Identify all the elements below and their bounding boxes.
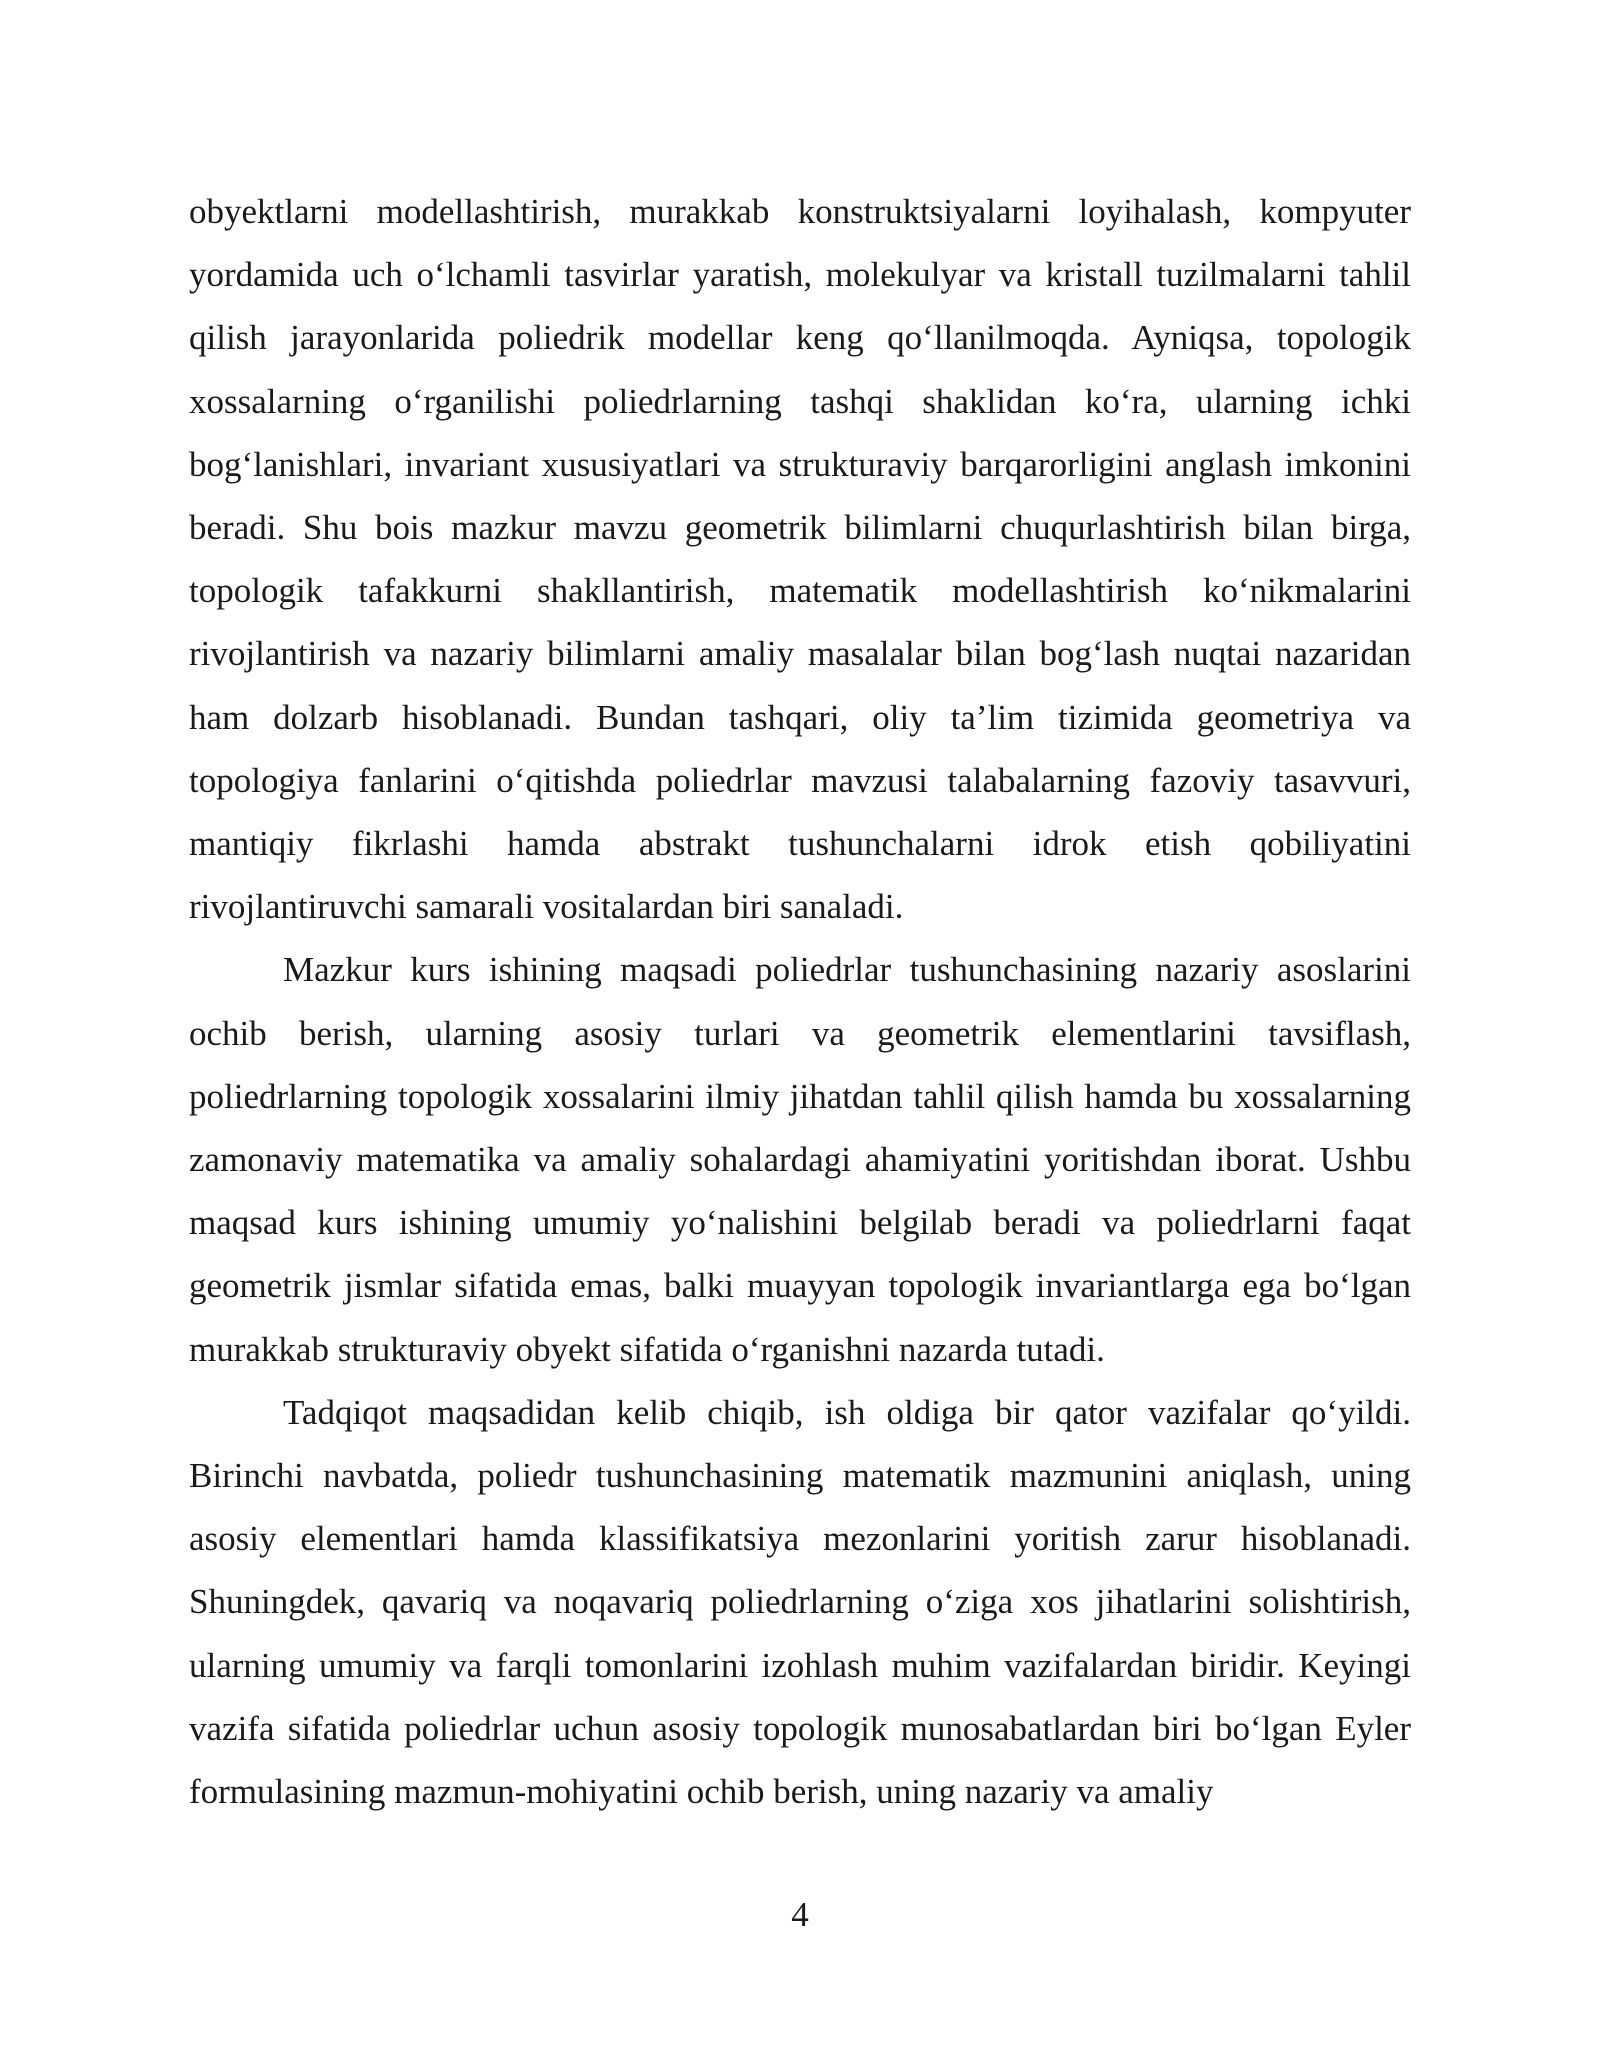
paragraph-3: Tadqiqot maqsadidan kelib chiqib, ish oldiga bir qator vazifalar qo‘yildi. Birinchi navbatda, poliedr tushunchasining matematik mazmunini aniqlash, uning asosiy elementlari hamda klassifikatsiya mezonlarini yoritish zarur hisoblanadi. Shuningdek, qavariq va noqavariq poliedrlarning o‘ziga xos jihatlarini solishtirish, ularning umumiy va farqli tomonlarini izohlash muhim vazifalardan biridir. Keyingi vazifa sifatida poliedrlar uchun asosiy topologik munosabatlardan biri bo‘lgan Eyler formulasining mazmun-mohiyatini ochib berish, uning nazariy va amaliy — [189, 1392, 1411, 1812]
paragraph-2: Mazkur kurs ishining maqsadi poliedrlar tushunchasining nazariy asoslarini ochib berish, ularning asosiy turlari va geometrik elementlarini tavsiflash, poliedrlarning topologik xossalarini ilmiy jihatdan tahlil qilish hamda bu xossalarning zamonaviy matematika va amaliy sohalardagi ahamiyatini yoritishdan iborat. Ushbu maqsad kurs ishining umumiy yo‘nalishini belgilab beradi va poliedrlarni faqat geometrik jismlar sifatida emas, balki muayyan topologik invariantlarga ega bo‘lgan murakkab strukturaviy obyekt sifatida o‘rganishni nazarda tutadi. — [189, 950, 1411, 1369]
paragraph-1: obyektlarni modellashtirish, murakkab konstruktsiyalarni loyihalash, kompyuter yordamida uch o‘lchamli tasvirlar yaratish, molekulyar va kristall tuzilmalarni tahlil qilish jarayonlarida poliedrik modellar keng qo‘llanilmoqda. Ayniqsa, topologik xossalarning o‘rganilishi poliedrlarning tashqi shaklidan ko‘ra, ularning ichki bog‘lanishlari, invariant xususiyatlari va strukturaviy barqarorligini anglash imkonini beradi. Shu bois mazkur mavzu geometrik bilimlarni chuqurlashtirish bilan birga, topologik tafakkurni shakllantirish, matematik modellashtirish ko‘nikmalarini rivojlantirish va nazariy bilimlarni amaliy masalalar bilan bog‘lash nuqtai nazaridan ham dolzarb hisoblanadi. Bundan tashqari, oliy ta’lim tizimida geometriya va topologiya fanlarini o‘qitishda poliedrlar mavzusi talabalarning fazoviy tasavvuri, mantiqiy fikrlashi hamda abstrakt tushunchalarni idrok etish qobiliyatini rivojlantiruvchi samarali vositalardan biri sanaladi. — [189, 192, 1411, 927]
page-number: 4 — [791, 1895, 809, 1934]
body-text — [189, 180, 1411, 1823]
